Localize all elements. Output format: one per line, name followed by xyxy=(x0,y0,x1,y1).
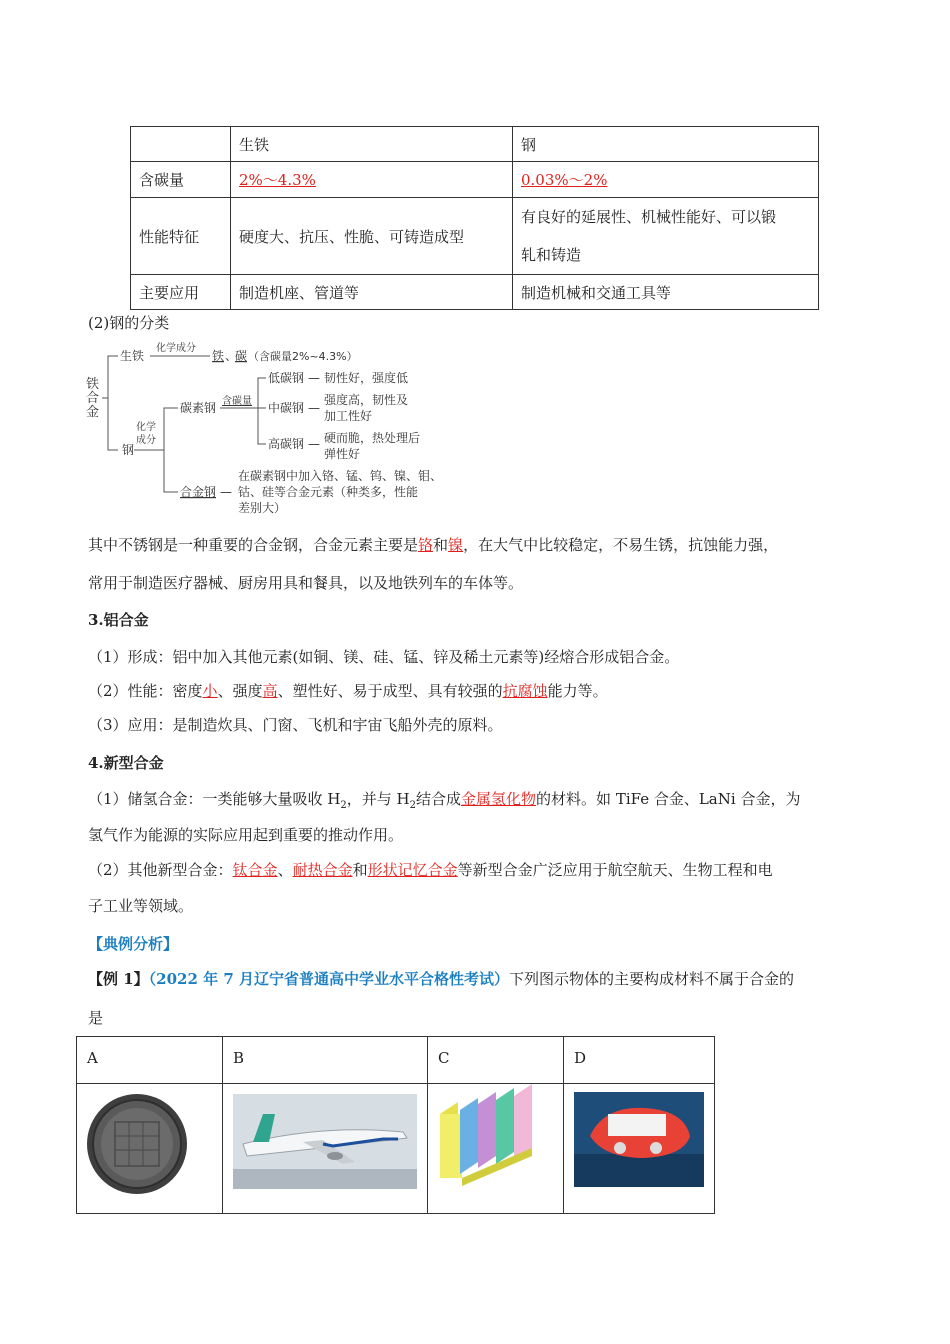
aluminum-use: （3）应用：是制造炊具、门窗、飞机和宇宙飞船外壳的原料。 xyxy=(88,716,503,734)
high-carbon-node: 高碳钢 xyxy=(268,437,305,451)
steel-node: 钢 xyxy=(122,443,135,457)
mid-carbon-desc: 加工性好 xyxy=(324,409,373,423)
example-section-heading: 【典例分析】 xyxy=(88,935,179,953)
steel-property-line: 有良好的延展性、机械性能好、可以锻 xyxy=(521,208,777,226)
table-header-cell: 钢 xyxy=(513,127,819,162)
low-carbon-node: 低碳钢 xyxy=(268,371,305,385)
mid-carbon-desc: 强度高，韧性及 xyxy=(324,393,409,407)
steel-use: 制造机械和交通工具等 xyxy=(513,275,819,310)
nickel: 镍 xyxy=(448,536,464,554)
dash: — xyxy=(308,437,320,451)
steel-property-line: 轧和铸造 xyxy=(521,246,582,264)
carbon-note: （含碳量2%~4.3%） xyxy=(248,350,358,363)
carbon-content-label: 含碳量 xyxy=(222,396,252,407)
low-carbon-desc: 韧性好，强度低 xyxy=(324,371,409,385)
keyword: 金属氢化物 xyxy=(461,790,537,808)
text: 、 xyxy=(277,861,293,879)
example-question-line-2: 是 xyxy=(88,1009,104,1027)
example-label: 【例 1】 xyxy=(88,970,149,988)
text: 结合成 xyxy=(416,790,462,808)
keyword: 小 xyxy=(202,682,218,700)
pig-iron-node: 生铁 xyxy=(120,349,145,363)
option-label: A xyxy=(77,1037,223,1084)
option-label: D xyxy=(564,1037,715,1084)
text: ，并与 H xyxy=(346,790,410,808)
branch-line xyxy=(108,398,118,450)
option-label: C xyxy=(428,1037,564,1084)
stainless-line-2: 常用于制造医疗器械、厨房用具和餐具，以及地铁列车的车体等。 xyxy=(88,574,524,592)
new-alloy-heading: 4.新型合金 xyxy=(88,754,164,772)
dash: — xyxy=(220,485,232,499)
steel-chem-label: 成分 xyxy=(136,435,156,446)
text: 和 xyxy=(433,536,449,554)
text: （1）储氢合金：一类能够大量吸收 H xyxy=(88,790,341,808)
root-char: 金 xyxy=(86,405,100,420)
alloy-steel-desc: 差别大） xyxy=(238,501,287,515)
table-row xyxy=(131,275,819,310)
option-cell[interactable] xyxy=(428,1084,564,1214)
separator: 、 xyxy=(225,349,238,363)
option-cell[interactable] xyxy=(77,1084,223,1214)
branch-line xyxy=(102,356,118,398)
aluminum-heading: 3.铝合金 xyxy=(88,611,149,629)
foam-blocks-image xyxy=(428,1084,563,1209)
iron-steel-table xyxy=(130,126,819,310)
option-label: B xyxy=(223,1037,428,1084)
branch-line xyxy=(220,378,266,444)
high-carbon-desc: 硬而脆，热处理后 xyxy=(324,431,421,445)
chromium: 铬 xyxy=(418,536,434,554)
options-table xyxy=(76,1036,715,1214)
aluminum-formation: （1）形成：铝中加入其他元素(如铜、镁、硅、锰、锌及稀土元素等)经熔合形成铝合金。 xyxy=(88,648,680,666)
carbon-steel-node: 碳素钢 xyxy=(180,401,217,415)
alloy-steel-desc: 在碳素钢中加入铬、锰、钨、镍、钼、 xyxy=(238,469,443,483)
root-char: 铁 xyxy=(86,377,100,392)
steel-chem-label: 化学 xyxy=(136,422,156,433)
text: 和 xyxy=(352,861,368,879)
pig-iron-property: 硬度大、抗压、性脆、可铸造成型 xyxy=(231,198,513,275)
dash: — xyxy=(308,401,320,415)
hydrogen-alloy-line-2: 氢气作为能源的实际应用起到重要的推动作用。 xyxy=(88,826,404,844)
subscript: 2 xyxy=(340,800,347,811)
keyword: 抗腐蚀 xyxy=(502,682,548,700)
steel-carbon: 0.03%～2% xyxy=(521,171,608,189)
row-label: 主要应用 xyxy=(131,275,231,310)
text: （2）性能：密度 xyxy=(88,682,203,700)
example-question-line-1 xyxy=(88,960,794,998)
root-char: 合 xyxy=(86,391,100,406)
text: 、强度 xyxy=(217,682,263,700)
text: ，在大气中比较稳定，不易生锈，抗蚀能力强， xyxy=(463,536,779,554)
question-text: 下列图示物体的主要构成材料不属于合金的 xyxy=(509,970,795,988)
stainless-line-1 xyxy=(88,526,778,564)
keyword: 耐热合金 xyxy=(292,861,353,879)
alloy-steel-desc: 钴、硅等合金元素（种类多，性能 xyxy=(238,485,419,499)
submersible-image xyxy=(564,1084,714,1209)
alloy-steel-node: 合金钢 xyxy=(180,485,217,499)
text: 能力等。 xyxy=(547,682,608,700)
table-header-row xyxy=(131,127,819,162)
mid-carbon-node: 中碳钢 xyxy=(268,401,305,415)
options-image-row xyxy=(77,1084,715,1214)
text: 、塑性好、易于成型、具有较强的 xyxy=(277,682,503,700)
text: （2）其他新型合金： xyxy=(88,861,233,879)
aluminum-properties xyxy=(88,672,608,710)
dash: — xyxy=(308,371,320,385)
steel-classification-heading: (2)钢的分类 xyxy=(88,314,170,332)
other-alloy-line-1 xyxy=(88,851,773,889)
pig-iron-carbon: 2%～4.3% xyxy=(239,171,316,189)
table-row xyxy=(131,198,819,275)
option-cell[interactable] xyxy=(223,1084,428,1214)
example-source: （2022 年 7 月辽宁省普通高中学业水平合格性考试） xyxy=(148,970,510,988)
keyword: 形状记忆合金 xyxy=(367,861,458,879)
keyword: 钛合金 xyxy=(232,861,278,879)
airplane-image xyxy=(223,1084,427,1209)
text: 等新型合金广泛应用于航空航天、生物工程和电 xyxy=(457,861,773,879)
text: 的材料。如 TiFe 合金、LaNi 合金，为 xyxy=(536,790,801,808)
manhole-cover-image xyxy=(77,1084,222,1209)
chem-label: 化学成分 xyxy=(156,343,196,354)
pig-iron-use: 制造机座、管道等 xyxy=(231,275,513,310)
table-header-cell xyxy=(131,127,231,162)
table-row xyxy=(131,162,819,198)
table-header-cell: 生铁 xyxy=(231,127,513,162)
iron-label: 铁 xyxy=(212,349,225,363)
carbon-label: 碳 xyxy=(235,349,248,363)
row-label: 含碳量 xyxy=(131,162,231,198)
branch-line xyxy=(164,450,178,492)
options-label-row xyxy=(77,1037,715,1084)
keyword: 高 xyxy=(262,682,278,700)
option-cell[interactable] xyxy=(564,1084,715,1214)
steel-classification-diagram xyxy=(86,340,446,520)
other-alloy-line-2: 子工业等领域。 xyxy=(88,897,194,915)
text: 其中不锈钢是一种重要的合金钢，合金元素主要是 xyxy=(88,536,419,554)
high-carbon-desc: 弹性好 xyxy=(324,447,361,461)
subscript: 2 xyxy=(409,800,417,811)
row-label: 性能特征 xyxy=(131,198,231,275)
